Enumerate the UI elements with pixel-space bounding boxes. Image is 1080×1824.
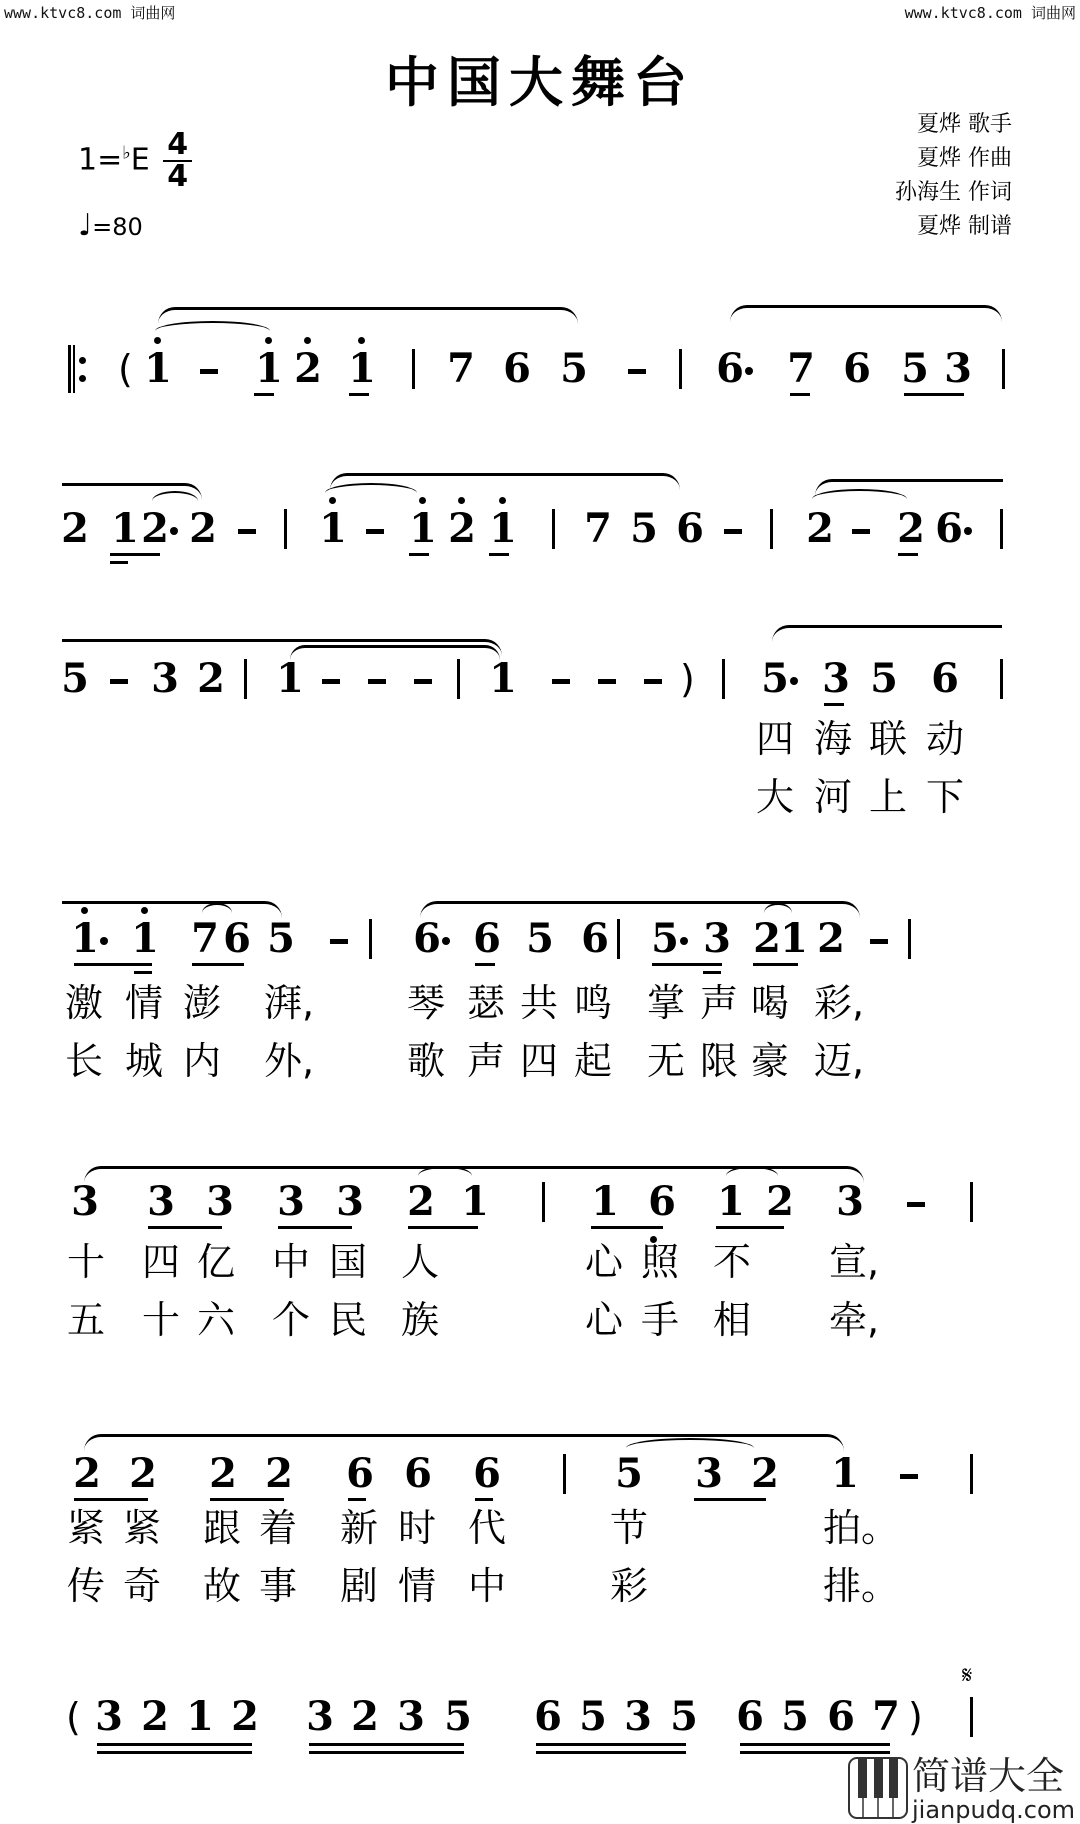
lyric: 喝 — [750, 981, 789, 1025]
tie — [325, 483, 417, 503]
note: 5 — [615, 1450, 643, 1497]
augmentation-dot — [680, 937, 688, 945]
augmentation-dot — [790, 677, 798, 685]
lyric: 城 — [124, 1039, 163, 1083]
lyric: 限 — [699, 1039, 738, 1083]
underline — [489, 553, 509, 556]
note: 3 — [703, 915, 731, 962]
bar-line — [244, 659, 247, 699]
note: 3 — [397, 1693, 425, 1740]
octave-dot-high — [265, 337, 272, 344]
lyric: 跟 — [202, 1506, 241, 1550]
note: 7 — [872, 1693, 900, 1740]
open-paren: ( — [66, 1695, 81, 1739]
lyric: 掌 — [646, 981, 685, 1025]
octave-dot-high — [304, 337, 311, 344]
underline-double — [97, 1751, 252, 1754]
note: 6 — [676, 505, 704, 552]
lyric: 相 — [712, 1298, 751, 1342]
underline — [904, 393, 964, 396]
bar-line — [617, 919, 620, 959]
octave-dot-high — [458, 497, 465, 504]
underline — [192, 963, 244, 966]
note: 2 — [448, 505, 476, 552]
lyric: 亿 — [196, 1240, 235, 1284]
note: 5 — [630, 505, 658, 552]
lyric: 瑟 — [466, 981, 505, 1025]
augmentation-dot — [442, 937, 450, 945]
watermark-left: www.ktvc8.com 词曲网 — [4, 4, 176, 22]
bar-line — [970, 1182, 973, 1222]
lyric: 彩 — [609, 1564, 648, 1608]
lyric: 声 — [466, 1039, 505, 1083]
note: 3 — [624, 1693, 652, 1740]
jianpudq-logo[interactable] — [848, 1755, 1080, 1824]
tempo-value: =80 — [92, 213, 143, 241]
bar-line — [552, 509, 555, 549]
note: 6 — [534, 1693, 562, 1740]
underline — [475, 963, 495, 966]
note: 6 — [931, 655, 959, 702]
augmentation-dot — [745, 367, 753, 375]
note: 5 — [444, 1693, 472, 1740]
note: 1 — [111, 505, 139, 552]
lyric: 紧 — [122, 1506, 161, 1550]
credit-composer: 夏烨 作曲 — [917, 146, 1012, 171]
underline — [97, 1743, 252, 1746]
underline-double — [110, 561, 128, 564]
underline-double — [536, 1751, 686, 1754]
note: 1 — [144, 345, 172, 392]
lyric: 湃, — [264, 981, 315, 1025]
octave-dot-high — [154, 337, 161, 344]
lyric: 情 — [397, 1564, 436, 1608]
augmentation-dot — [170, 527, 178, 535]
lyric: 代 — [467, 1506, 506, 1550]
note: 2 — [73, 1450, 101, 1497]
credits — [895, 108, 1012, 244]
note: 2 — [231, 1693, 259, 1740]
song-title: 中国大舞台 — [385, 51, 695, 114]
lyric: 牵, — [829, 1298, 880, 1342]
repeat-dot — [79, 357, 86, 364]
lyric: 族 — [400, 1298, 439, 1342]
dash — [366, 529, 384, 534]
note: 7 — [447, 345, 475, 392]
note: 1 — [186, 1693, 214, 1740]
flat-icon: ♭ — [122, 142, 131, 164]
note: 1 — [319, 505, 347, 552]
note: 6 — [716, 345, 744, 392]
dash — [900, 1474, 918, 1479]
note: 5 — [560, 345, 588, 392]
note: 3 — [336, 1178, 364, 1225]
lyric: 传 — [66, 1564, 105, 1608]
lyric: 四 — [519, 1039, 558, 1083]
note: 1 — [461, 1178, 489, 1225]
lyric: 大 — [755, 775, 794, 819]
note: 2 — [806, 505, 834, 552]
lyric: 不 — [712, 1240, 751, 1284]
note: 1 — [71, 915, 99, 962]
dash — [724, 529, 742, 534]
note: 5 — [267, 915, 295, 962]
tie — [418, 1166, 472, 1186]
close-paren: ) — [908, 1695, 923, 1739]
note: 6 — [736, 1693, 764, 1740]
lyric: 中 — [271, 1240, 310, 1284]
note: 2 — [766, 1178, 794, 1225]
close-paren: ) — [680, 657, 695, 701]
lyric: 共 — [519, 981, 558, 1025]
note: 5 — [761, 655, 789, 702]
note: 2 — [817, 915, 845, 962]
note: 2 — [209, 1450, 237, 1497]
octave-dot-high — [419, 497, 426, 504]
lyric: 五 — [66, 1298, 105, 1342]
note: 2 — [189, 505, 217, 552]
octave-dot-high — [499, 497, 506, 504]
note: 3 — [147, 1178, 175, 1225]
tie — [726, 1166, 778, 1186]
tie — [202, 903, 232, 923]
time-sig-top: 4 — [163, 130, 192, 162]
lyric: 彩, — [814, 981, 865, 1025]
underline — [110, 553, 160, 556]
key-note: E — [130, 142, 150, 178]
lyric: 豪 — [750, 1039, 789, 1083]
note: 5 — [579, 1693, 607, 1740]
bar-line — [542, 1182, 545, 1222]
dash — [414, 679, 432, 684]
octave-dot-high — [358, 337, 365, 344]
note: 1 — [717, 1178, 745, 1225]
bar-line — [1000, 659, 1003, 699]
underline-double — [134, 971, 152, 974]
note: 2 — [294, 345, 322, 392]
note: 2 — [897, 505, 925, 552]
underline — [591, 1226, 663, 1229]
lyric: 节 — [609, 1506, 648, 1550]
lyric: 民 — [328, 1298, 367, 1342]
lyric: 手 — [640, 1298, 679, 1342]
note: 5 — [526, 915, 554, 962]
dash — [322, 679, 340, 684]
underline — [278, 1226, 352, 1229]
note: 6 — [473, 915, 501, 962]
bar-line — [679, 349, 682, 389]
tie — [290, 645, 500, 660]
note: 3 — [206, 1178, 234, 1225]
octave-dot-high — [141, 907, 148, 914]
underline — [74, 1498, 148, 1501]
logo-title: 简谱大全 — [912, 1754, 1065, 1798]
dash — [852, 529, 870, 534]
lyric: 无 — [646, 1039, 685, 1083]
note: 2 — [141, 505, 169, 552]
note: 1 — [131, 915, 159, 962]
note: 5 — [781, 1693, 809, 1740]
note: 6 — [404, 1450, 432, 1497]
note: 3 — [836, 1178, 864, 1225]
lyric: 国 — [328, 1240, 367, 1284]
note: 2 — [197, 655, 225, 702]
note: 7 — [787, 345, 815, 392]
repeat-dot — [79, 375, 86, 382]
lyric: 人 — [400, 1240, 439, 1284]
bar-line — [1000, 509, 1003, 549]
note: 6 — [223, 915, 251, 962]
lyric: 情 — [124, 981, 163, 1025]
bar-line — [412, 349, 415, 389]
underline — [254, 393, 274, 396]
note: 2 — [351, 1693, 379, 1740]
lyric: 宣, — [829, 1240, 880, 1284]
lyric: 事 — [258, 1564, 297, 1608]
note: 1 — [255, 345, 283, 392]
note: 6 — [843, 345, 871, 392]
underline — [408, 1226, 478, 1229]
lyric: 拍。 — [823, 1506, 900, 1550]
underline — [740, 1743, 890, 1746]
key-label: 1= — [78, 142, 123, 178]
lyric: 六 — [196, 1298, 235, 1342]
segno-icon: 𝄋 — [962, 1661, 973, 1689]
note: 6 — [413, 915, 441, 962]
note: 2 — [141, 1693, 169, 1740]
note: 2 — [265, 1450, 293, 1497]
credit-lyricist: 孙海生 作词 — [895, 180, 1012, 205]
bar-line — [1002, 349, 1005, 389]
note: 6 — [503, 345, 531, 392]
tie — [626, 1438, 754, 1458]
note: 3 — [277, 1178, 305, 1225]
underline-double — [740, 1751, 890, 1754]
bar-line — [563, 1454, 566, 1494]
note: 3 — [944, 345, 972, 392]
note: 1 — [348, 345, 376, 392]
phrase-slur — [772, 625, 1002, 642]
lyric: 起 — [573, 1039, 612, 1083]
lyric: 四 — [755, 717, 794, 761]
octave-dot-high — [81, 907, 88, 914]
note: 5 — [651, 915, 679, 962]
watermark-right: www.ktvc8.com 词曲网 — [904, 4, 1076, 22]
lyric: 联 — [868, 717, 907, 761]
note: 5 — [870, 655, 898, 702]
dash — [870, 939, 888, 944]
note: 6 — [473, 1450, 501, 1497]
note: 1 — [591, 1178, 619, 1225]
repeat-start-icon — [68, 345, 71, 393]
lyric: 鸣 — [573, 981, 612, 1025]
note: 6 — [346, 1450, 374, 1497]
underline — [349, 393, 369, 396]
note: 1 — [489, 655, 517, 702]
underline — [652, 963, 722, 966]
note: 5 — [670, 1693, 698, 1740]
augmentation-dot — [964, 527, 972, 535]
time-sig-bottom: 4 — [167, 159, 189, 194]
note: 6 — [648, 1178, 676, 1225]
underline-double — [703, 971, 721, 974]
lyric: 内 — [182, 1039, 221, 1083]
note: 1 — [831, 1450, 859, 1497]
open-paren: ( — [118, 347, 133, 391]
underline — [694, 1498, 766, 1501]
note: 2 — [753, 915, 781, 962]
lyric: 声 — [699, 981, 738, 1025]
dash — [598, 679, 616, 684]
lyric: 上 — [868, 775, 907, 819]
underline — [309, 1743, 464, 1746]
note: 2 — [751, 1450, 779, 1497]
credit-singer: 夏烨 歌手 — [917, 112, 1012, 137]
note: 1 — [276, 655, 304, 702]
lyric: 长 — [64, 1039, 103, 1083]
note: 2 — [61, 505, 89, 552]
lyric: 澎 — [182, 981, 221, 1025]
lyric: 紧 — [66, 1506, 105, 1550]
underline — [148, 1226, 222, 1229]
dash — [368, 679, 386, 684]
tie — [764, 903, 792, 923]
dash — [330, 939, 348, 944]
dash — [644, 679, 662, 684]
dash — [907, 1202, 925, 1207]
note: 2 — [407, 1178, 435, 1225]
lyric: 奇 — [122, 1564, 161, 1608]
bar-line — [284, 509, 287, 549]
lyric: 河 — [813, 775, 852, 819]
lyric: 排。 — [823, 1564, 900, 1608]
note: 6 — [935, 505, 963, 552]
bar-line — [722, 659, 725, 699]
bar-line — [369, 919, 372, 959]
note: 1 — [780, 915, 808, 962]
bar-line — [457, 659, 460, 699]
lyric: 剧 — [339, 1564, 378, 1608]
bar-line — [908, 919, 911, 959]
underline — [824, 703, 844, 706]
repeat-start-line — [73, 345, 75, 393]
bar-line — [970, 1697, 973, 1737]
underline — [716, 1226, 784, 1229]
note: 7 — [191, 915, 219, 962]
note: 1 — [409, 505, 437, 552]
underline — [409, 553, 429, 556]
note: 5 — [901, 345, 929, 392]
augmentation-dot — [100, 937, 108, 945]
note: 3 — [822, 655, 850, 702]
underline-double — [309, 1751, 464, 1754]
underline — [475, 1498, 493, 1501]
lyric: 新 — [339, 1506, 378, 1550]
underline — [898, 553, 918, 556]
dash — [238, 529, 256, 534]
lyric: 四 — [141, 1240, 180, 1284]
note: 3 — [95, 1693, 123, 1740]
note: 3 — [695, 1450, 723, 1497]
quarter-note-icon: ♩ — [78, 208, 93, 243]
lyric: 着 — [258, 1506, 297, 1550]
note: 6 — [581, 915, 609, 962]
credit-arranger: 夏烨 制谱 — [917, 214, 1012, 239]
dash — [552, 679, 570, 684]
lyric: 照 — [640, 1240, 679, 1284]
tempo-marking — [78, 208, 143, 243]
piano-keys-icon — [848, 1757, 910, 1821]
lyric: 外, — [264, 1039, 315, 1083]
dash — [628, 369, 646, 374]
lyric: 海 — [813, 717, 852, 761]
key-signature — [78, 127, 192, 194]
lyric: 歌 — [406, 1039, 445, 1083]
note: 6 — [827, 1693, 855, 1740]
lyric: 十 — [141, 1298, 180, 1342]
underline — [536, 1743, 686, 1746]
note: 5 — [61, 655, 89, 702]
note: 3 — [151, 655, 179, 702]
lyric: 个 — [271, 1298, 310, 1342]
note: 1 — [489, 505, 517, 552]
time-signature — [163, 127, 192, 194]
phrase-slur — [730, 305, 1002, 322]
dash — [200, 369, 218, 374]
lyric: 下 — [925, 775, 964, 819]
lyric: 故 — [202, 1564, 241, 1608]
lyric: 时 — [397, 1506, 436, 1550]
note: 3 — [306, 1693, 334, 1740]
lyric: 琴 — [406, 981, 445, 1025]
underline — [753, 963, 798, 966]
note: 3 — [71, 1178, 99, 1225]
logo-url: jianpudq.com — [912, 1796, 1076, 1824]
lyric: 心 — [584, 1240, 623, 1284]
octave-dot-high — [329, 497, 336, 504]
tie — [155, 321, 270, 341]
bar-line — [770, 509, 773, 549]
lyric: 心 — [584, 1298, 623, 1342]
lyric: 激 — [64, 981, 103, 1025]
lyric: 动 — [925, 717, 964, 761]
underline — [210, 1498, 284, 1501]
lyric: 十 — [66, 1240, 105, 1284]
underline — [790, 393, 810, 396]
note: 2 — [129, 1450, 157, 1497]
underline — [348, 1498, 366, 1501]
bar-line — [970, 1454, 973, 1494]
note: 7 — [584, 505, 612, 552]
lyric: 中 — [467, 1564, 506, 1608]
lyric: 迈, — [814, 1039, 865, 1083]
underline — [74, 963, 152, 966]
dash — [110, 679, 128, 684]
